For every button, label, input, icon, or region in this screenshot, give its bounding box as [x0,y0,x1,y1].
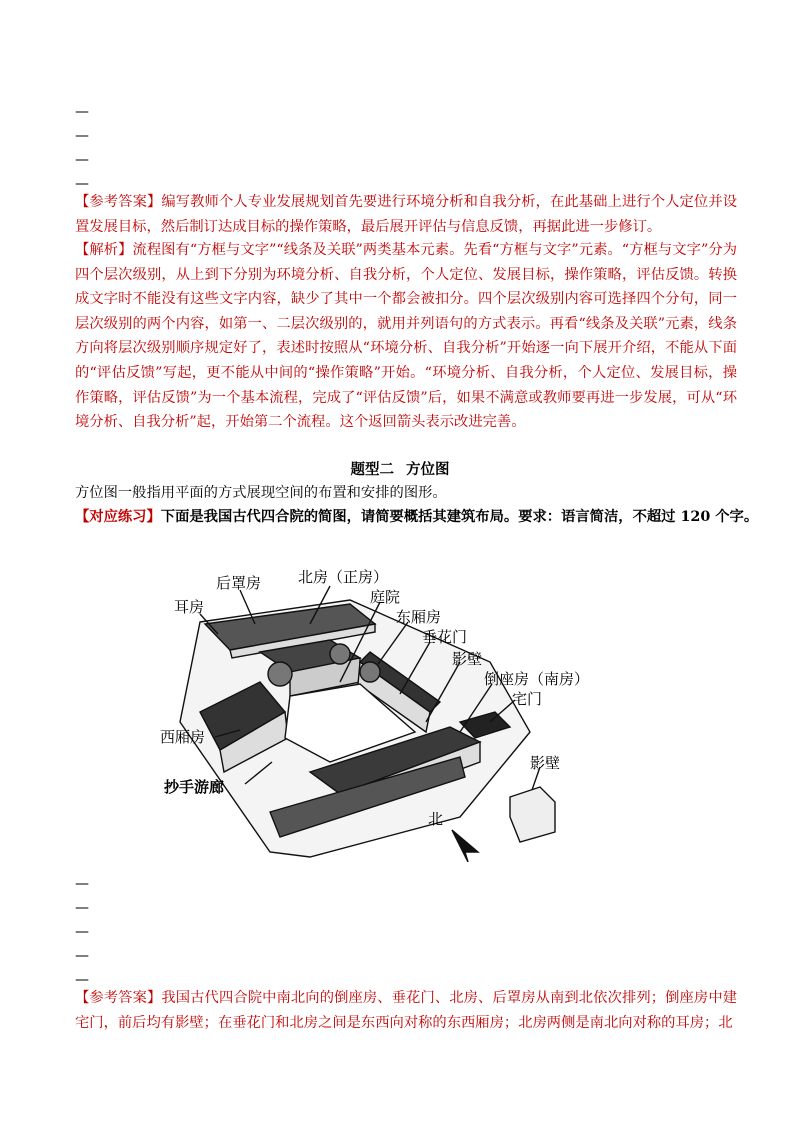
exercise-line-1: — [75,876,89,892]
analysis-tag: 【解析】 [75,242,133,258]
label-main-gate: 宅门 [512,690,543,708]
label-festoon-gate: 垂花门 [422,628,468,646]
label-corridor: 抄手游廊 [164,778,225,796]
exercise-line-3: — [75,924,89,940]
label-north-arrow: 北 [428,810,444,828]
section-heading [0,458,800,479]
label-east-wing: 东厢房 [396,608,442,626]
analysis-text: 流程图有“方框与文字”“线条及关联”两类基本元素。先看“方框与文字”元素。“方框与文字”分为四个层次级别，从上到下分别为环境分析、自我分析，个人定位、发展目标，操作策略，评估反馈。转换成文字时不能没有这些文字内容，缺少了其中一个都会被扣分。四个层次级别内容可选择四个分句，同一层次级别的两个内容，如第一、二层次级别的，就用并列语句的方式表示。再看“线条及关联”元素，线条方向将层次级别顺序规定好了，表述时按照从“环境分析、自我分析”开始逐一向下展开介绍，不能从下面的“评估反馈”写起，更不能从中间的“操作策略”开始。“环境分析、自我分析，个人定位、发展目标，操作策略，评估反馈”为一个基本流程，完成了“评估反馈”后，如果不满意或教师要再进一步发展，可从“环境分析、自我分析”起，开始第二个流程。这个返回箭头表示改进完善。 [75,242,738,431]
exercise-line-2: — [75,900,89,916]
exercise-line-4: — [75,948,89,964]
label-courtyard: 庭院 [370,588,401,606]
exercise-line-5: — [75,972,89,988]
section-title-a: 题型二 [350,461,394,478]
siheyuan-drawing [160,562,580,862]
label-screen-wall-1: 影壁 [452,650,483,668]
label-west-wing: 西厢房 [160,728,206,746]
reference-answer-tag: 【参考答案】 [75,194,162,210]
label-north-house: 北房（正房） [298,568,389,586]
reference-answer-1 [75,190,737,239]
analysis-1 [75,238,737,435]
exercise-tag: 【对应练习】 [75,509,161,525]
reference-answer-2-tag: 【参考答案】 [75,990,162,1006]
answer-line-3: — [75,152,89,168]
label-south-house: 倒座房（南房） [484,670,590,688]
section-title-b: 方位图 [406,461,450,478]
reference-answer-2 [75,986,737,1035]
answer-line-1: — [75,104,89,120]
exercise-text: 下面是我国古代四合院的简图，请简要概括其建筑布局。要求：语言简洁，不超过 120 个字。 [160,509,759,525]
label-back-house: 后罩房 [216,574,262,592]
siheyuan-diagram [160,562,590,862]
reference-answer-text: 编写教师个人专业发展规划首先要进行环境分析和自我分析，在此基础上进行个人定位并设置发展目标，然后制订达成目标的操作策略，最后展开评估与信息反馈，再据此进一步修订。 [75,194,738,235]
answer-line-2: — [75,128,89,144]
label-screen-wall-2: 影壁 [530,754,561,772]
answer-line-4: — [75,176,89,192]
reference-answer-2-text: 我国古代四合院中南北向的倒座房、垂花门、北房、后罩房从南到北依次排列；倒座房中建宅门，前后均有影壁；在垂花门和北房之间是东西向对称的东西厢房；北房两侧是南北向对称的耳房；北 [75,990,738,1031]
exercise-prompt [75,506,758,528]
label-ear-house: 耳房 [174,598,205,616]
section-intro: 方位图一般指用平面的方式展现空间的布置和安排的图形。 [75,485,447,501]
